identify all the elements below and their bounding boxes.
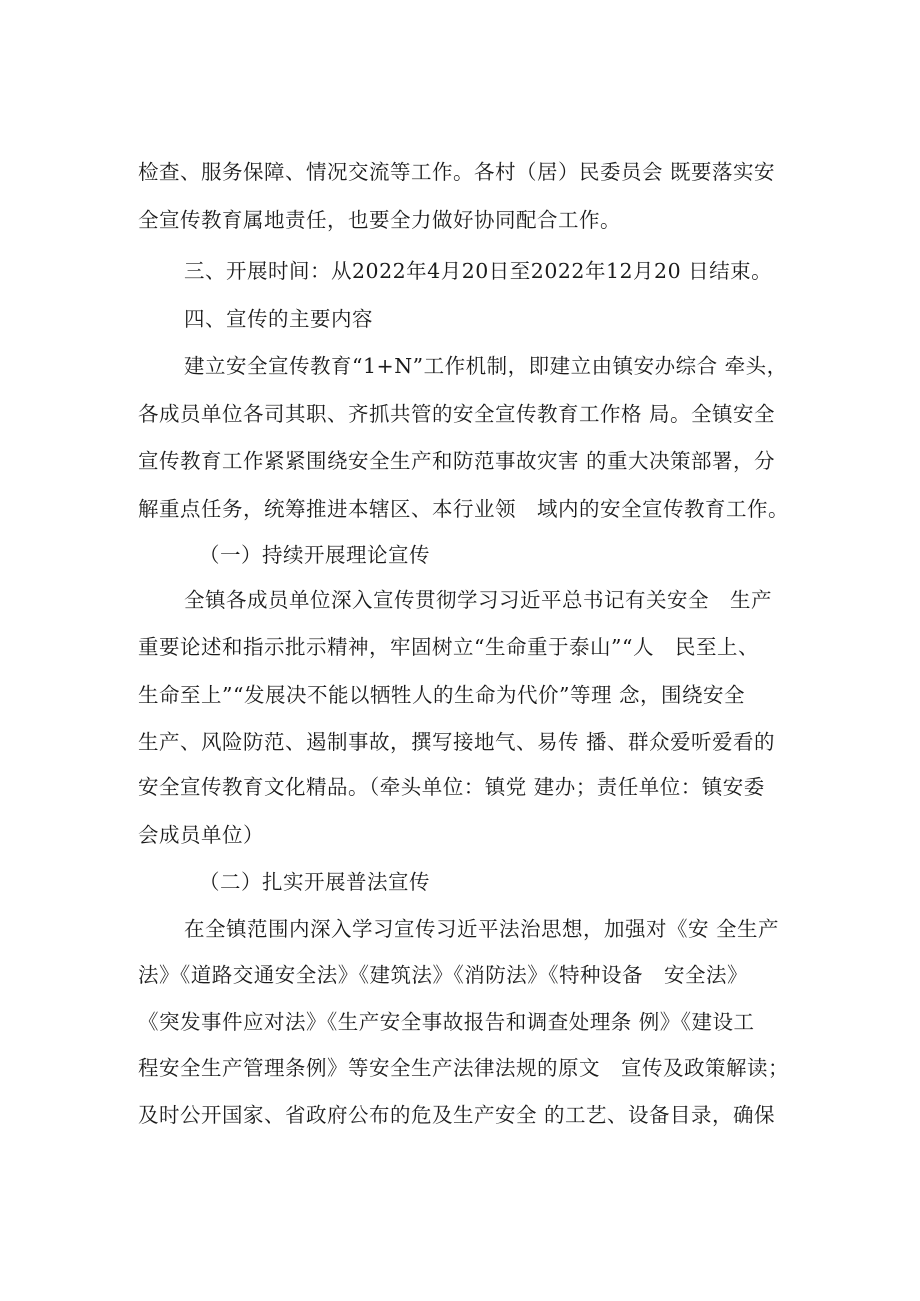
paragraph-line: 安全宣传教育文化精品。（牵头单位：镇党 建办；责任单位：镇安委 xyxy=(138,775,765,799)
paragraph-line: 生产、风险防范、遏制事故，撰写接地气、易传 播、群众爱听爱看的 xyxy=(138,730,776,754)
paragraph-line: 在全镇范围内深入学习宣传习近平法治思想，加强对《安 全生产 xyxy=(184,917,780,941)
paragraph-line: 程安全生产管理条例》等安全生产法律法规的原文 宣传及政策解读； xyxy=(138,1056,789,1080)
paragraph-line: 检查、服务保障、情况交流等工作。各村（居）民委员会 既要落实安 xyxy=(138,160,776,184)
subsection-heading-2: （二）扎实开展普法宣传 xyxy=(199,870,430,894)
paragraph-line: 会成员单位） xyxy=(138,823,264,847)
section-heading-3: 三、开展时间：从2022年4月20日至2022年12月20 日结束。 xyxy=(184,259,773,283)
paragraph-line: 重要论述和指示批示精神，牢固树立“生命重于泰山”“人 民至上、 xyxy=(138,635,759,659)
paragraph-line: 及时公开国家、省政府公布的危及生产安全 的工艺、设备目录，确保 xyxy=(138,1103,776,1127)
paragraph-line: 建立安全宣传教育“1+N”工作机制，即建立由镇安办综合 牵头， xyxy=(184,354,788,378)
paragraph-line: 《突发事件应对法》《生产安全事故报告和调查处理条 例》《建设工 xyxy=(138,1010,755,1034)
paragraph-line: 解重点任务，统筹推进本辖区、本行业领 域内的安全宣传教育工作。 xyxy=(138,497,789,521)
section-heading-4: 四、宣传的主要内容 xyxy=(184,307,373,331)
paragraph-line: 全宣传教育属地责任，也要全力做好协同配合工作。 xyxy=(138,208,621,232)
paragraph-line: 生命至上”“发展决不能以牺牲人的生命为代价”等理 念，围绕安全 xyxy=(138,683,745,707)
paragraph-line: 全镇各成员单位深入宣传贯彻学习习近平总书记有关安全 生产 xyxy=(184,588,772,612)
paragraph-line: 各成员单位各司其职、齐抓共管的安全宣传教育工作格 局。全镇安全 xyxy=(138,402,776,426)
subsection-heading-1: （一）持续开展理论宣传 xyxy=(199,543,430,567)
paragraph-line: 宣传教育工作紧紧围绕安全生产和防范事故灾害 的重大决策部署，分 xyxy=(138,449,776,473)
paragraph-line: 法》《道路交通安全法》《建筑法》《消防法》《特种设备 安全法》 xyxy=(138,963,748,987)
